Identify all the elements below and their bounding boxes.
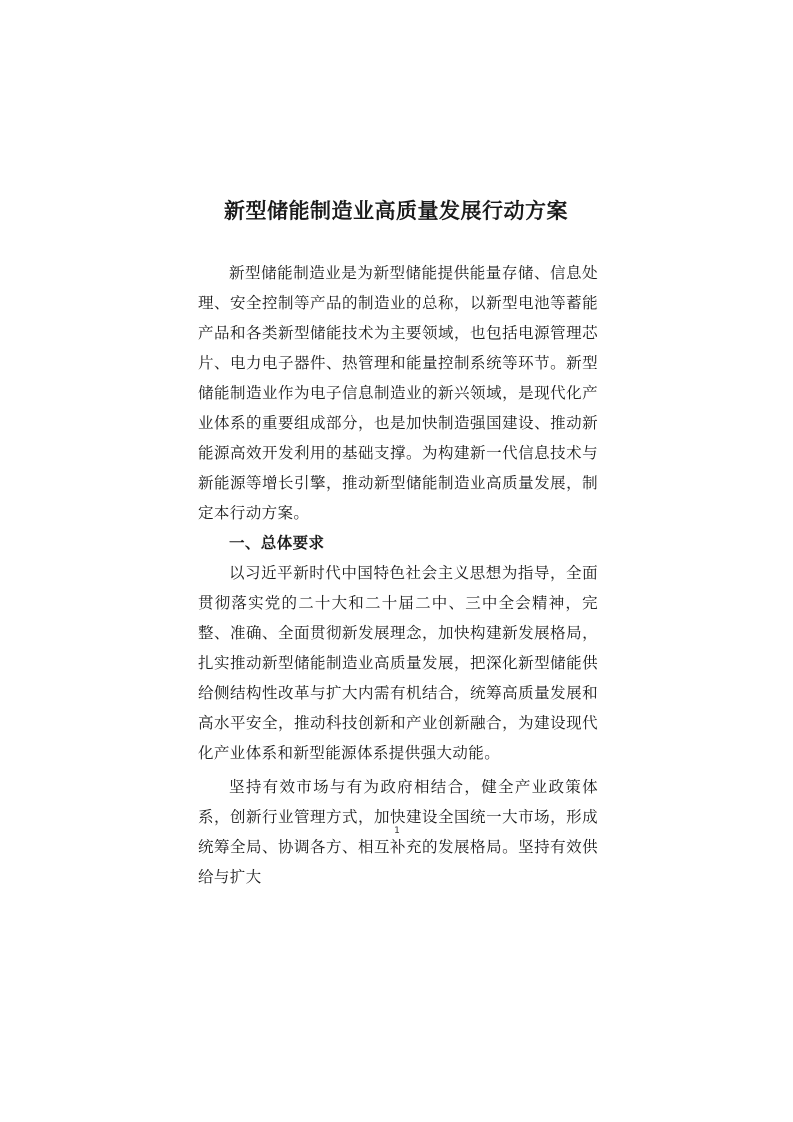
section-heading: 一、总体要求: [229, 534, 325, 552]
document-body: [198, 258, 598, 892]
guiding-principle-paragraph: 以习近平新时代中国特色社会主义思想为指导，全面贯彻落实党的二十大和二十届二中、三中全会精神，完整、准确、全面贯彻新发展理念，加快构建新发展格局，扎实推动新型储能制造业高质量发展，把深化新型储能供给侧结构性改革与扩大内需有机结合，统筹高质量发展和高水平安全，推动科技创新和产业创新融合，为建设现代化产业体系和新型能源体系提供强大动能。: [198, 564, 598, 762]
intro-paragraph: 新型储能制造业是为新型储能提供能量存储、信息处理、安全控制等产品的制造业的总称，以新型电池等蓄能产品和各类新型储能技术为主要领域，也包括电源管理芯片、电力电子器件、热管理和能量控制系统等环节。新型储能制造业作为电子信息制造业的新兴领域，是现代化产业体系的重要组成部分，也是加快制造强国建设、推动新能源高效开发利用的基础支撑。为构建新一代信息技术与新能源等增长引擎，推动新型储能制造业高质量发展，制定本行动方案。: [198, 264, 598, 522]
principle-paragraph: 坚持有效市场与有为政府相结合，健全产业政策体系，创新行业管理方式，加快建设全国统一大市场，形成统筹全局、协调各方、相互补充的发展格局。坚持有效供给与扩大: [198, 778, 598, 886]
page-number: 1: [394, 826, 400, 836]
document-title: 新型储能制造业高质量发展行动方案: [224, 198, 568, 223]
